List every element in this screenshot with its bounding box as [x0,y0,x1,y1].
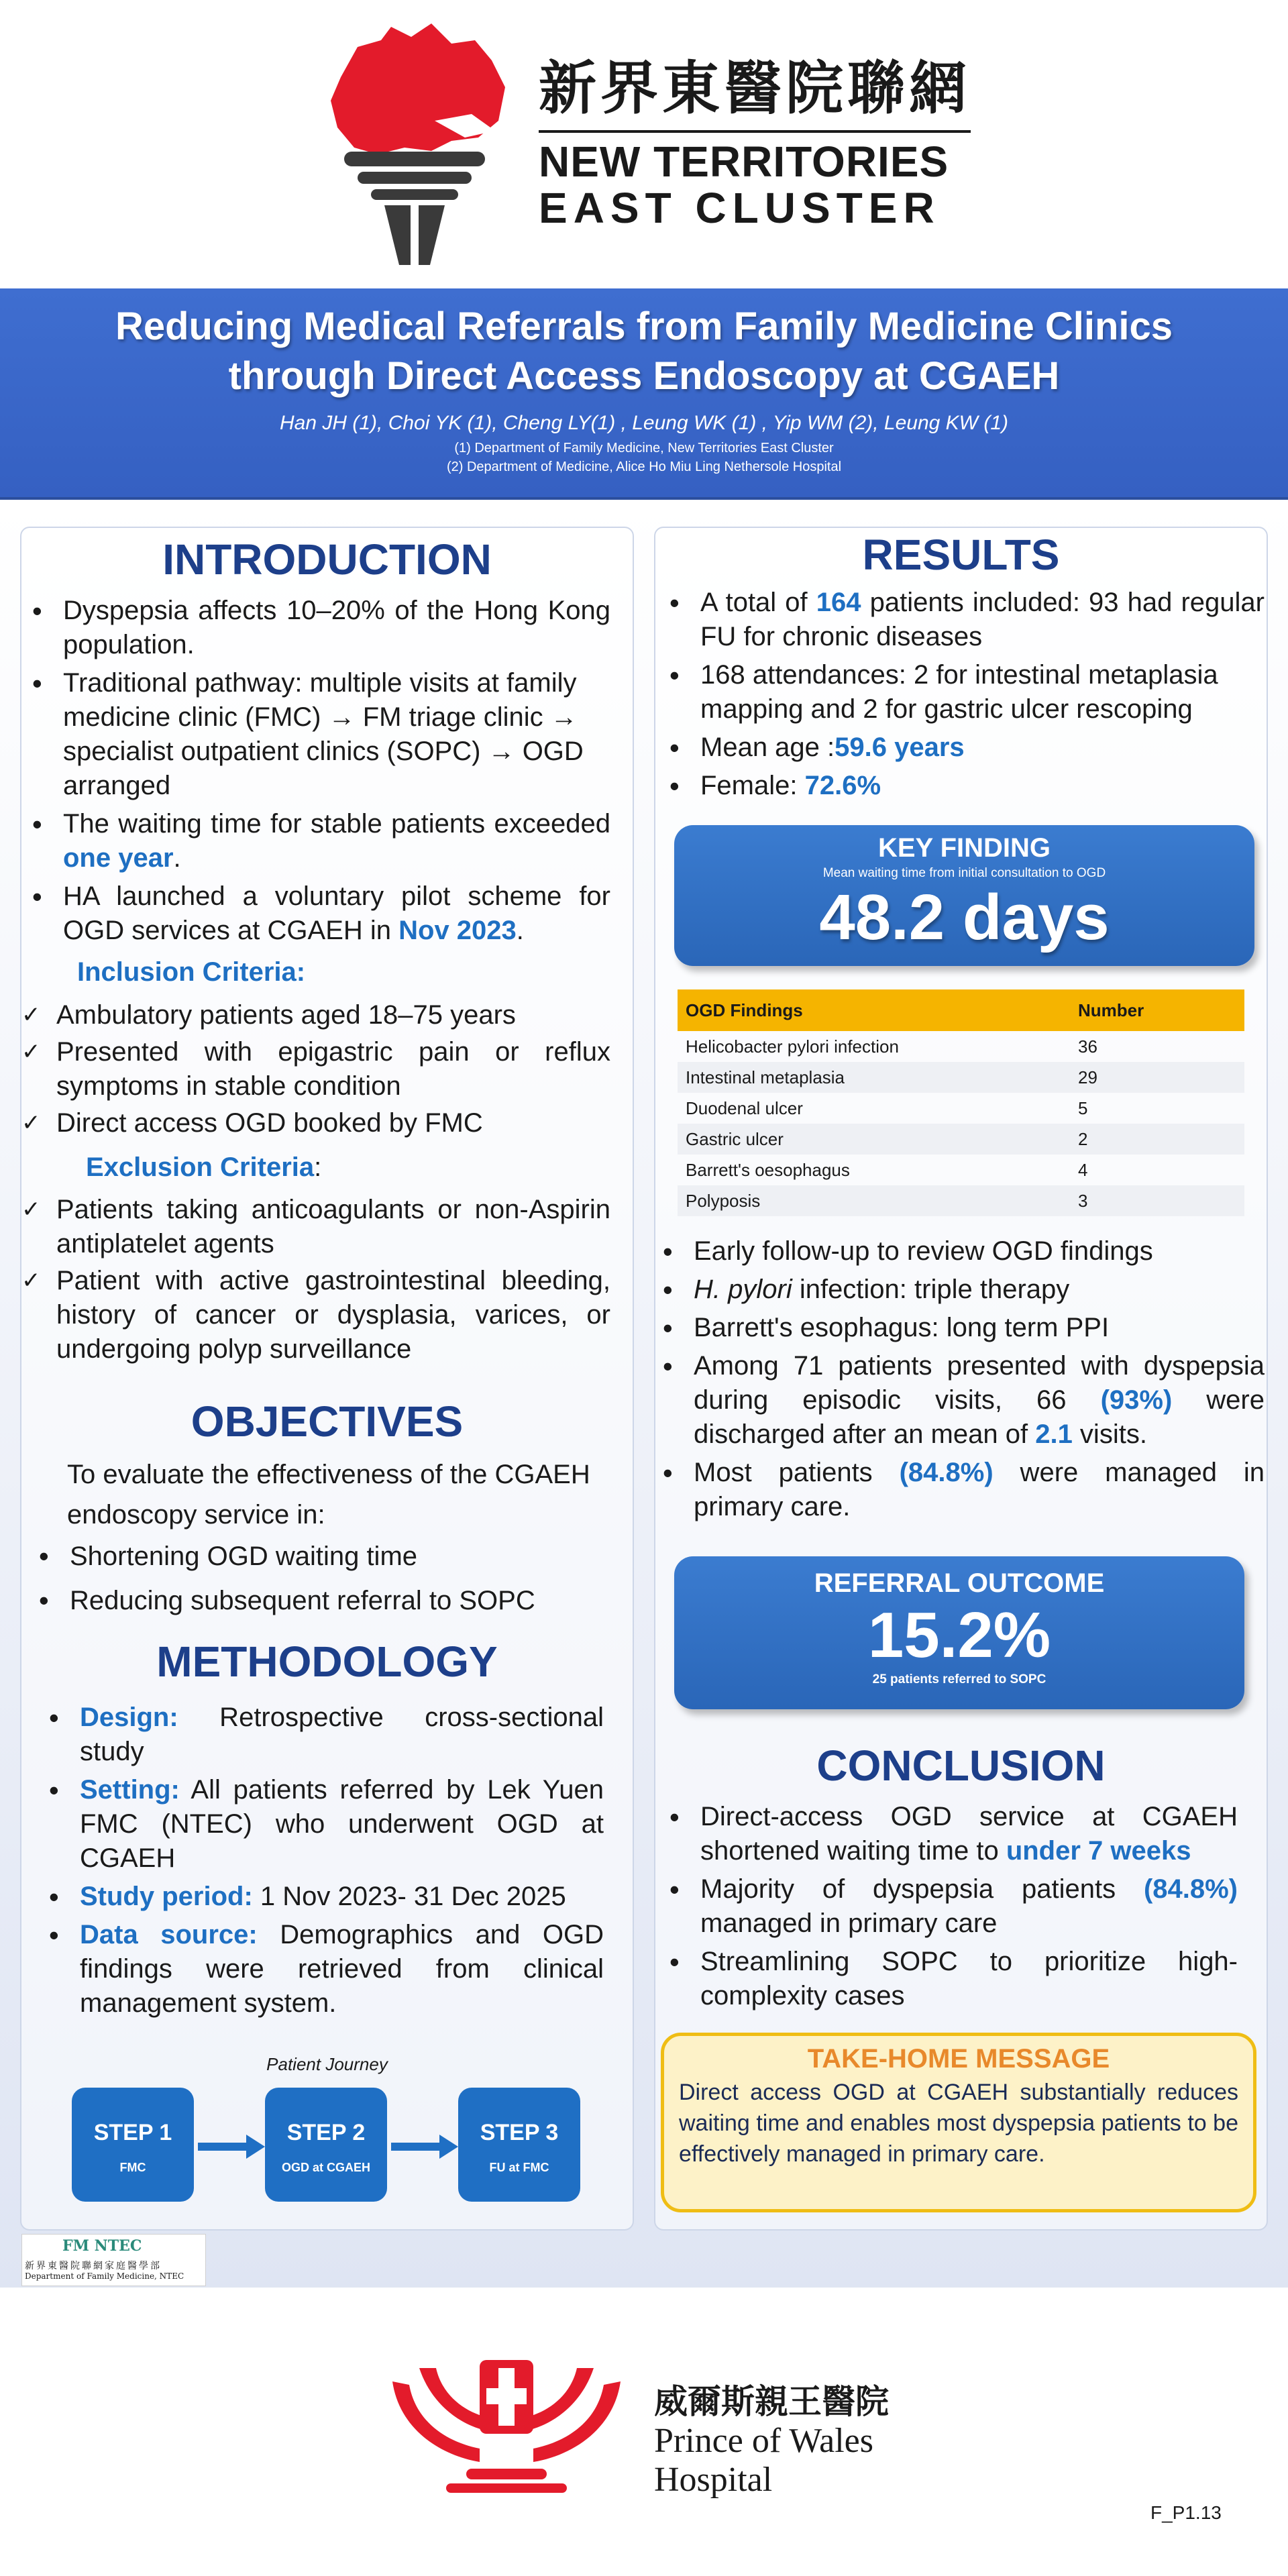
take-home-title: TAKE-HOME MESSAGE [807,2044,1110,2074]
referral-outcome-value: 15.2% [867,1599,1051,1671]
arrow-right-icon [391,2133,458,2160]
pwh-name-line2: Hospital [654,2461,773,2499]
results-list [664,586,1265,807]
list-item: ✓ Ambulatory patients aged 18–75 years [20,998,610,1032]
org-name-line1: NEW TERRITORIES [539,137,949,186]
authors: Han JH (1), Choi YK (1), Cheng LY(1) , Leung WK (1) , Yip WM (2), Leung KW (1) [280,412,1008,434]
exclusion-title: Exclusion Criteria: [86,1152,322,1182]
key-finding-title: KEY FINDING [877,833,1051,863]
key-finding-subtitle: Mean waiting time from initial consultation to OGD [822,866,1106,880]
affiliation-1: (1) Department of Family Medicine, New Territories East Cluster [454,441,834,455]
objectives-list [34,1536,617,1625]
list-item: • Majority of dyspepsia patients (84.8%) managed in primary care [664,1872,1238,1941]
list-item: • Dyspepsia affects 10–20% of the Hong Kong population. [27,594,610,662]
list-item: • Traditional pathway: multiple visits at family medicine clinic (FMC) → FM triage clinic → specialist outpatient clinics (SOPC) → OGD arranged [27,666,610,803]
pwh-name-chinese: 威爾斯親王醫院 [654,2381,889,2421]
conclusion-list [664,1800,1238,2017]
table-header: Number [1070,989,1244,1031]
methodology-title: METHODOLOGY [156,1638,498,1686]
poster-title [0,288,1288,401]
step-1: STEP 1 FMC [72,2088,194,2202]
list-item: • Reducing subsequent referral to SOPC [34,1580,617,1621]
org-name-chinese: 新界東醫院聯網 [539,54,971,122]
referral-outcome-title: REFERRAL OUTCOME [814,1568,1105,1598]
introduction-title: INTRODUCTION [162,535,492,584]
title-line1: Reducing Medical Referrals from Family Medicine Clinics [115,305,1173,348]
inclusion-title: Inclusion Criteria: [77,957,306,987]
table-row: Polyposis 3 [678,1185,1244,1216]
arrow-right-icon [198,2133,265,2160]
list-item: ✓ Patients taking anticoagulants or non-Aspirin antiplatelet agents [20,1193,610,1261]
list-item: ✓ Presented with epigastric pain or reflux symptoms in stable condition [20,1035,610,1104]
referral-outcome-subtitle: 25 patients referred to SOPC [872,1672,1046,1686]
list-item: • Setting: All patients referred by Lek Yuen FMC (NTEC) who underwent OGD at CGAEH [44,1773,604,1876]
results-title: RESULTS [862,531,1060,579]
table-row: Intestinal metaplasia 29 [678,1062,1244,1093]
list-item: • Study period: 1 Nov 2023- 31 Dec 2025 [44,1880,604,1914]
title-line2: through Direct Access Endoscopy at CGAEH [228,354,1060,398]
list-item: • Shortening OGD waiting time [34,1536,617,1576]
table-row: Barrett's oesophagus 4 [686,1159,1088,1180]
table-header-row [678,989,1244,1031]
objectives-intro: To evaluate the effectiveness of the CGAEH endoscopy service in: [67,1460,590,1529]
take-home-box [661,2033,1256,2212]
list-item: • Most patients (84.8%) were managed in primary care. [657,1456,1265,1524]
conclusion-title: CONCLUSION [816,1741,1106,1790]
fm-ntec-logo: FM NTEC 新界東醫院聯網家庭醫學部 Department of Family Medicine, NTEC [21,2234,206,2286]
poster-id: F_P1.13 [1150,2502,1222,2523]
table-row: Gastric ulcer 2 [678,1124,1244,1155]
key-finding-value: 48.2 days [819,881,1110,953]
list-item: • Among 71 patients presented with dyspepsia during episodic visits, 66 (93%) were discharged after an mean of 2.1 visits. [657,1349,1265,1452]
step-2: STEP 2 OGD at CGAEH [265,2088,387,2202]
ntec-logo [0,0,1288,288]
list-item: • Early follow-up to review OGD findings [657,1234,1265,1269]
table-header: OGD Findings [678,989,1070,1031]
list-item: • Mean age :59.6 years [664,731,1265,765]
affiliation-2: (2) Department of Medicine, Alice Ho Miu Ling Nethersole Hospital [446,460,842,474]
divider [539,130,971,133]
findings-list [657,1234,1265,1528]
list-item: • Streamlining SOPC to prioritize high-complexity cases [664,1945,1238,2013]
table-row: Helicobacter pylori infection 36 [686,1036,1097,1057]
pwh-name-line1: Prince of Wales [654,2422,873,2460]
list-item: • The waiting time for stable patients exceeded one year. [27,807,610,875]
referral-outcome-box [674,1556,1244,1709]
footer [0,2288,1288,2576]
list-item: • Design: Retrospective cross-sectional study [44,1701,604,1769]
ogd-findings-table [678,989,1244,1216]
org-name-line2: EAST CLUSTER [539,183,941,232]
take-home-text: Direct access OGD at CGAEH substantially reduces waiting time and enables most dyspepsia patients to be effectively managed in primary care. [679,2080,1238,2167]
step-3: STEP 3 FU at FMC [458,2088,580,2202]
introduction-list [27,594,610,952]
exclusion-list [20,1193,610,1369]
pwh-logo-icon [379,2355,634,2496]
list-item: • H. pylori infection: triple therapy [657,1273,1265,1307]
list-item: • Barrett's esophagus: long term PPI [657,1311,1265,1345]
list-item: • 168 attendances: 2 for intestinal metaplasia mapping and 2 for gastric ulcer rescoping [664,658,1265,727]
list-item: • A total of 164 patients included: 93 had regular FU for chronic diseases [664,586,1265,654]
list-item: • Female: 72.6% [664,769,1265,803]
table-row: Duodenal ulcer 5 [686,1097,1088,1118]
journey-title: Patient Journey [266,2054,388,2074]
list-item: ✓ Patient with active gastrointestinal bleeding, history of cancer or dysplasia, varices, or undergoing polyp surveillance [20,1264,610,1366]
key-finding-box [674,825,1254,966]
list-item: ✓ Direct access OGD booked by FMC [20,1106,610,1140]
methodology-list [44,1701,604,2025]
list-item: • Data source: Demographics and OGD findings were retrieved from clinical management system. [44,1918,604,2021]
objectives-title: OBJECTIVES [191,1397,464,1446]
list-item: • HA launched a voluntary pilot scheme for OGD services at CGAEH in Nov 2023. [27,879,610,948]
inclusion-list [20,998,610,1143]
list-item: • Direct-access OGD service at CGAEH shortened waiting time to under 7 weeks [664,1800,1238,1868]
title-banner [0,288,1288,500]
ntec-torch-icon [317,20,512,268]
